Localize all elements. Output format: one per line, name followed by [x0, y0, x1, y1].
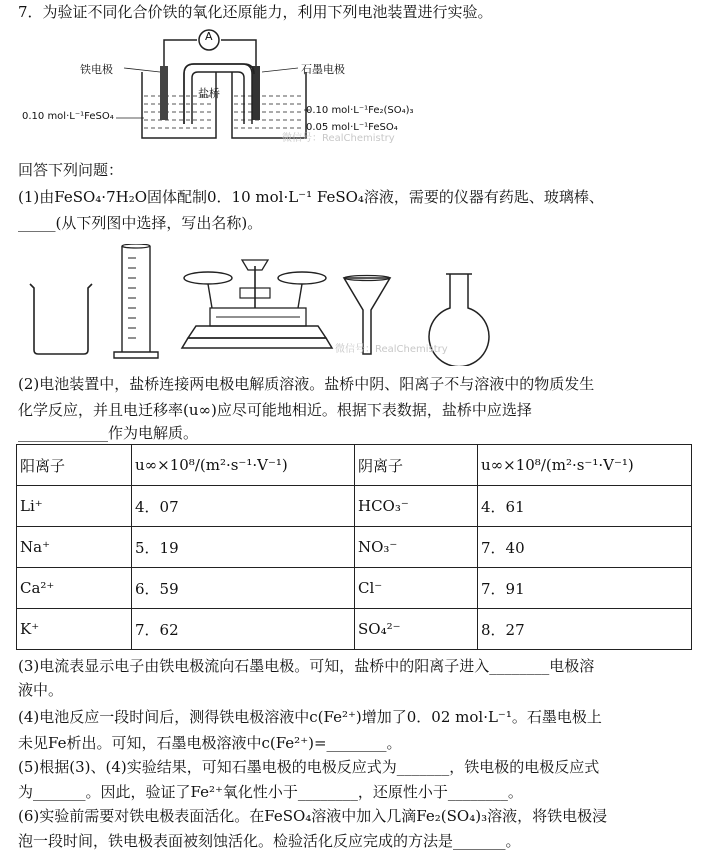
- table-cell: 7．40: [478, 527, 692, 568]
- table-cell: Ca²⁺: [17, 568, 132, 609]
- q6-line1: (6)实验前需要对铁电极表面活化。在FeSO₄溶液中加入几滴Fe₂(SO₄)₃溶液，将铁电极浸: [18, 807, 608, 825]
- table-row: [17, 568, 692, 609]
- q5-line2: 为_______。因此，验证了Fe²⁺氧化性小于________，还原性小于________。: [18, 783, 523, 801]
- watermark-2: 微信号：RealChemistry: [335, 344, 448, 355]
- question-stem-text: 为验证不同化合价铁的氧化还原能力，利用下列电池装置进行实验。: [42, 3, 493, 21]
- graphite-electrode-rod: [252, 66, 260, 120]
- table-header-cell: 阴离子: [355, 445, 478, 486]
- right-solution-label-2: 0.05 mol·L⁻¹FeSO₄: [306, 122, 398, 133]
- table-row: [17, 609, 692, 650]
- table-cell: 4．61: [478, 486, 692, 527]
- table-cell: Na⁺: [17, 527, 132, 568]
- table-cell: Cl⁻: [355, 568, 478, 609]
- table-row: [17, 486, 692, 527]
- question-stem: [18, 2, 493, 22]
- table-header-cell: u∞×10⁸/(m²·s⁻¹·V⁻¹): [132, 445, 355, 486]
- q2-line3: ____________作为电解质。: [18, 424, 199, 442]
- ion-mobility-table: [16, 444, 692, 650]
- balance-icon: [182, 260, 332, 348]
- table-cell: 5．19: [132, 527, 355, 568]
- graduated-cylinder-icon: [114, 244, 158, 358]
- table-row: [17, 527, 692, 568]
- iron-electrode-rod: [160, 66, 168, 120]
- table-cell: 8．27: [478, 609, 692, 650]
- watermark-1: 微信号：RealChemistry: [282, 133, 395, 144]
- q6-line2: 泡一段时间，铁电极表面被刻蚀活化。检验活化反应完成的方法是_______。: [18, 832, 521, 850]
- q4-line1: (4)电池反应一段时间后，测得铁电极溶液中c(Fe²⁺)增加了0．02 mol·L⁻¹。石墨电极上: [18, 708, 602, 726]
- q3-line1: (3)电流表显示电子由铁电极流向石墨电极。可知，盐桥中的阳离子进入________电极溶: [18, 657, 595, 675]
- ammeter-label: A: [205, 30, 213, 43]
- q2-line2: 化学反应，并且电迁移率(u∞)应尽可能地相近。根据下表数据，盐桥中应选择: [18, 401, 532, 419]
- q2-line1: (2)电池装置中，盐桥连接两电极电解质溶液。盐桥中阴、阳离子不与溶液中的物质发生: [18, 375, 595, 393]
- table-header-cell: 阳离子: [17, 445, 132, 486]
- table-cell: SO₄²⁻: [355, 609, 478, 650]
- table-cell: HCO₃⁻: [355, 486, 478, 527]
- right-solution-label-1: 0.10 mol·L⁻¹Fe₂(SO₄)₃: [306, 105, 414, 116]
- table-cell: 6．59: [132, 568, 355, 609]
- table-header-row: [17, 445, 692, 486]
- q3-line2: 液中。: [18, 681, 64, 699]
- table-header-cell: u∞×10⁸/(m²·s⁻¹·V⁻¹): [478, 445, 692, 486]
- graphite-electrode-label: 石墨电极: [301, 63, 345, 76]
- question-number: 7．: [18, 3, 43, 21]
- table-cell: K⁺: [17, 609, 132, 650]
- salt-bridge-label: 盐桥: [198, 87, 220, 100]
- q4-line2: 未见Fe析出。可知，石墨电极溶液中c(Fe²⁺)=________。: [18, 734, 402, 752]
- beaker-icon: [30, 284, 92, 354]
- q1-line1: (1)由FeSO₄·7H₂O固体配制0．10 mol·L⁻¹ FeSO₄溶液，需要的仪器有药匙、玻璃棒、: [18, 188, 604, 206]
- answer-intro: 回答下列问题：: [18, 161, 124, 179]
- left-solution-label: 0.10 mol·L⁻¹FeSO₄: [22, 111, 114, 122]
- q5-line1: (5)根据(3)、(4)实验结果，可知石墨电极的电极反应式为_______，铁电极的电极反应式: [18, 758, 600, 776]
- table-cell: 7．62: [132, 609, 355, 650]
- iron-electrode-label: 铁电极: [80, 63, 113, 76]
- table-cell: NO₃⁻: [355, 527, 478, 568]
- table-cell: 4．07: [132, 486, 355, 527]
- q1-line2: _____(从下列图中选择，写出名称)。: [18, 214, 263, 232]
- table-cell: Li⁺: [17, 486, 132, 527]
- table-cell: 7．91: [478, 568, 692, 609]
